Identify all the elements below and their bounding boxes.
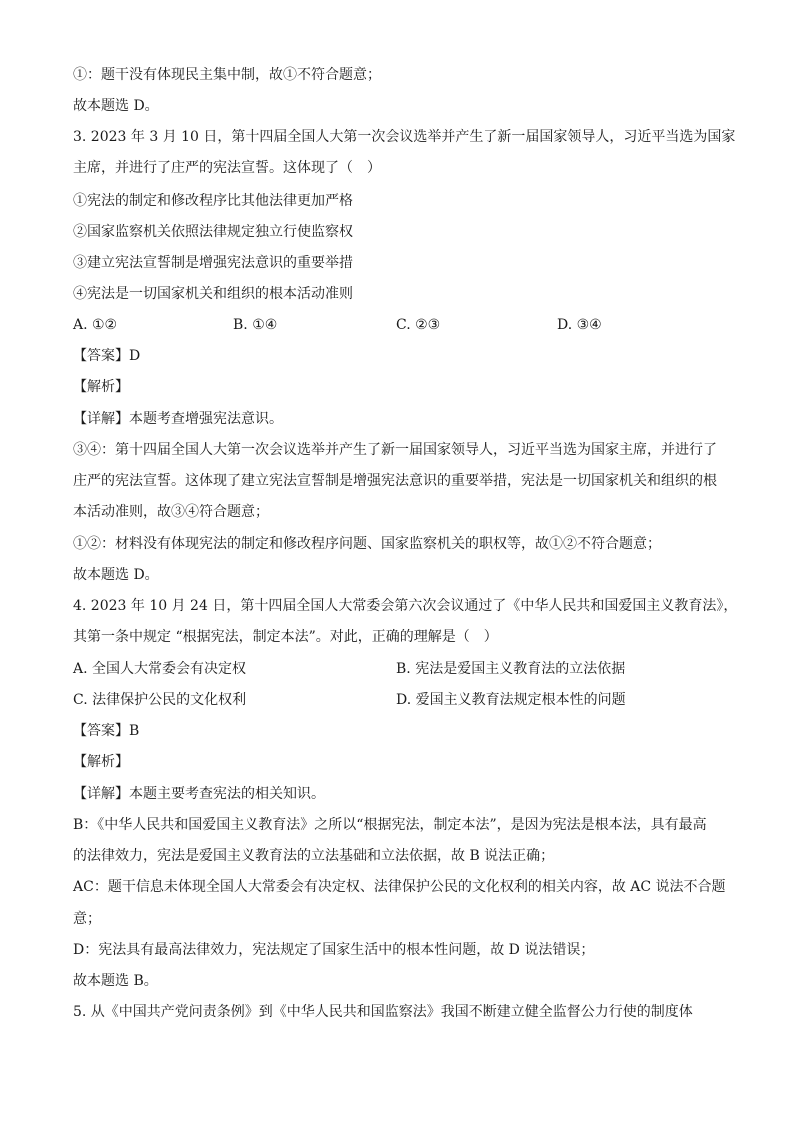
q3-item-1: ①宪法的制定和修改程序比其他法律更加严格 [73,193,353,209]
q4-explanation-d: D：宪法具有最高法律效力，宪法规定了国家生活中的根本性问题，故 D 说法错误； [73,942,595,958]
q4-option-c: C. 法律保护公民的文化权利 [73,692,247,708]
q4-analysis-heading: 【解析】 [73,754,129,770]
q3-explanation-1-line-2: 庄严的宪法宣誓。这体现了建立宪法宣誓制是增强宪法意识的重要举措，宪法是一切国家机关和组织的根 [73,473,717,489]
q4-stem-line-2: 其第一条中规定 “根据宪法，制定本法”。对此，正确的理解是（ ） [73,629,498,645]
q3-item-4: ④宪法是一切国家机关和组织的根本活动准则 [73,286,353,302]
q3-analysis-heading: 【解析】 [73,379,129,395]
q3-option-d: D. ③④ [557,317,602,333]
q4-option-a: A. 全国人大常委会有决定权 [73,661,247,677]
q3-option-c: C. ②③ [396,317,441,333]
q4-explanation-b-line-2: 的法律效力，宪法是爱国主义教育法的立法基础和立法依据，故 B 说法正确； [73,848,555,864]
q3-explanation-2: ①②：材料没有体现宪法的制定和修改程序问题、国家监察机关的职权等，故①②不符合题意； [73,536,661,552]
q3-item-2: ②国家监察机关依照法律规定独立行使监察权 [73,224,353,240]
q4-explanation-ac-line-2: 意； [73,911,101,927]
q4-stem-line-1: 4. 2023 年 10 月 24 日，第十四届全国人大常委会第六次会议通过了《中华人民共和国爱国主义教育法》， [73,598,738,614]
q3-detail: 【详解】本题考查增强宪法意识。 [73,411,283,427]
q4-answer: 【答案】B [73,723,140,739]
q3-explanation-1-line-3: 本活动准则，故③④符合题意； [73,504,269,520]
q3-option-a: A. ①② [73,317,118,333]
q4-conclusion: 故本题选 B。 [73,973,158,989]
q3-answer: 【答案】D [73,348,141,364]
q2-conclusion: 故本题选 D。 [73,98,159,114]
q3-explanation-1-line-1: ③④：第十四届全国人大第一次会议选举并产生了新一届国家领导人，习近平当选为国家主席，并进行了 [73,442,717,458]
q3-item-3: ③建立宪法宣誓制是增强宪法意识的重要举措 [73,255,353,271]
q3-stem-line-1: 3. 2023 年 3 月 10 日，第十四届全国人大第一次会议选举并产生了新一届国家领导人，习近平当选为国家 [73,129,736,145]
q4-option-d: D. 爱国主义教育法规定根本性的问题 [396,692,626,708]
q4-explanation-b-line-1: B：《中华人民共和国爱国主义教育法》之所以“根据宪法，制定本法”，是因为宪法是根本法，具有最高 [73,817,707,833]
q3-option-b: B. ①④ [233,317,278,333]
q4-option-b: B. 宪法是爱国主义教育法的立法依据 [396,661,626,677]
q4-detail: 【详解】本题主要考查宪法的相关知识。 [73,786,325,802]
q4-explanation-ac-line-1: AC：题干信息未体现全国人大常委会有决定权、法律保护公民的文化权利的相关内容，故 AC 说法不合题 [73,879,726,895]
q3-conclusion: 故本题选 D。 [73,567,159,583]
q3-stem-line-2: 主席，并进行了庄严的宪法宣誓。这体现了（ ） [73,160,381,176]
q2-explanation-line: ①：题干没有体现民主集中制，故①不符合题意； [73,67,381,83]
q5-stem-line-1: 5. 从《中国共产党问责条例》到《中华人民共和国监察法》我国不断建立健全监督公力行使的制度体 [73,1004,693,1020]
